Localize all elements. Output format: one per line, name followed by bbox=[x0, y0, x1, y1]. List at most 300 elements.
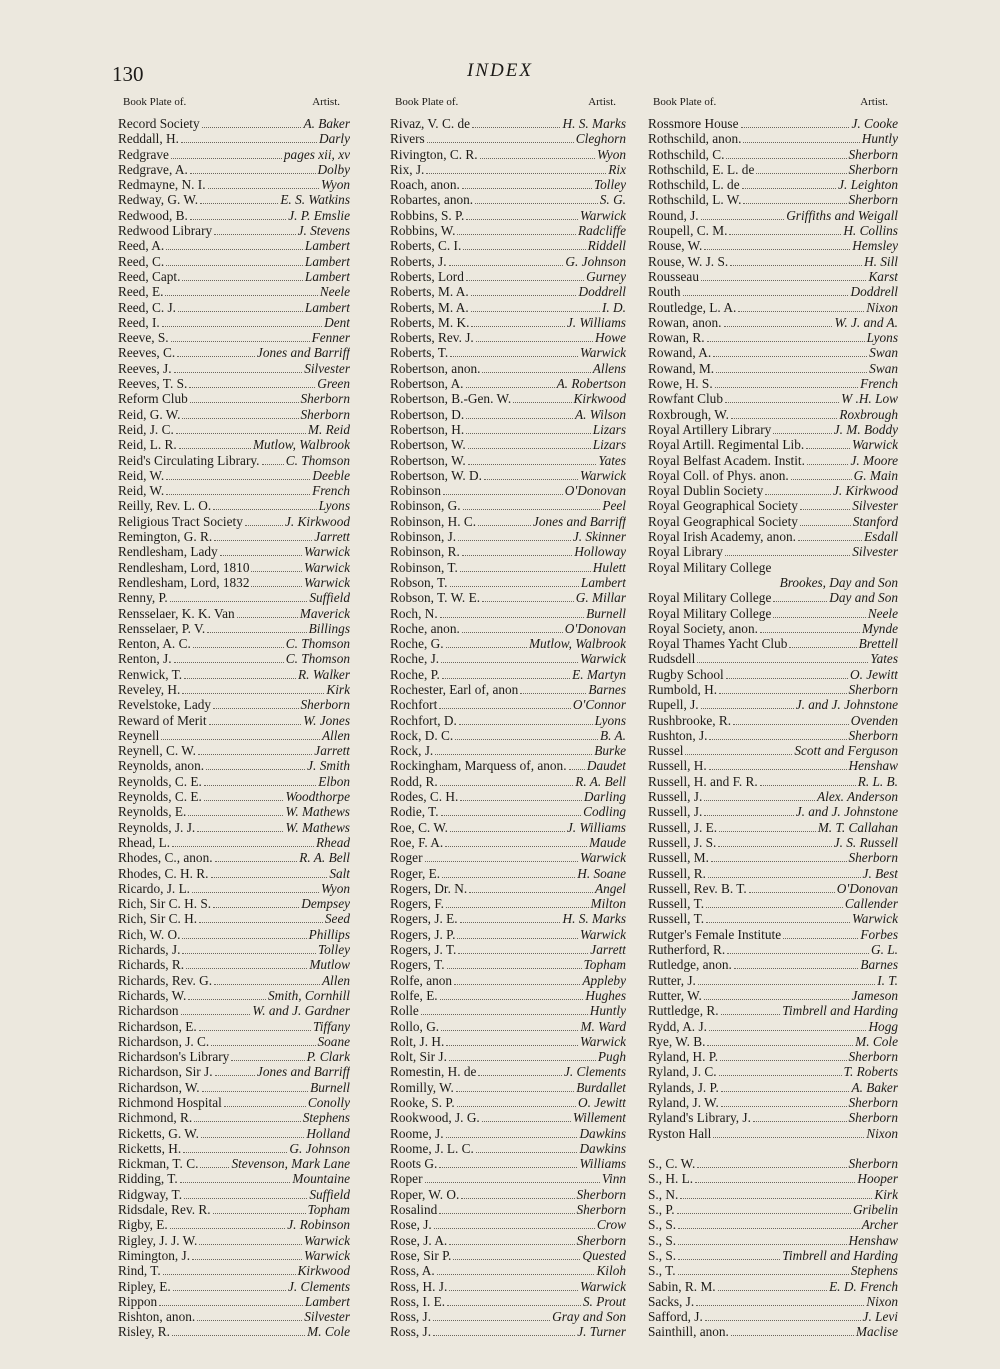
index-entry bbox=[390, 1171, 626, 1186]
index-entry bbox=[390, 957, 626, 972]
entry-plate-name: Reid's Circulating Library. bbox=[118, 452, 260, 468]
index-entry bbox=[648, 437, 898, 452]
index-entry bbox=[390, 1202, 626, 1217]
entry-plate-name: Rhead, L. bbox=[118, 834, 171, 850]
index-entry bbox=[118, 361, 350, 376]
dot-leader bbox=[442, 678, 570, 679]
entry-plate-name: Rookwood, J. G. bbox=[390, 1110, 480, 1126]
index-entry bbox=[390, 1064, 626, 1079]
index-entry bbox=[118, 743, 350, 758]
entry-artist: M. Reid bbox=[307, 421, 350, 437]
index-entry bbox=[118, 866, 350, 881]
dot-leader bbox=[163, 1274, 296, 1275]
entry-artist: Burnell bbox=[586, 605, 626, 621]
section-spacer bbox=[648, 1141, 898, 1156]
index-entry bbox=[118, 284, 350, 299]
entry-plate-name: Rochfort bbox=[390, 697, 438, 713]
index-entry bbox=[648, 1019, 898, 1034]
index-entry bbox=[390, 269, 626, 284]
dot-leader bbox=[731, 418, 837, 419]
index-entry bbox=[118, 315, 350, 330]
entry-artist: Warwick bbox=[579, 207, 626, 223]
entry-artist: W. J. and A. bbox=[834, 314, 898, 330]
entry-artist: Lambert bbox=[304, 268, 350, 284]
entry-plate-name: Rupell, J. bbox=[648, 697, 699, 713]
index-entry bbox=[648, 498, 898, 513]
entry-artist: S. Prout bbox=[582, 1293, 626, 1309]
index-entry bbox=[648, 988, 898, 1003]
index-entry bbox=[390, 881, 626, 896]
index-entry bbox=[118, 1003, 350, 1018]
entry-plate-name: Robinson, R. bbox=[390, 544, 460, 560]
dot-leader bbox=[459, 724, 593, 725]
dot-leader bbox=[207, 632, 306, 633]
entry-artist: Sherborn bbox=[848, 161, 898, 177]
entry-plate-name: Reward of Merit bbox=[118, 712, 207, 728]
dot-leader bbox=[738, 311, 864, 312]
dot-leader bbox=[190, 402, 299, 403]
entry-plate-name: Ruttledge, R. bbox=[648, 1003, 719, 1019]
dot-leader bbox=[434, 1228, 595, 1229]
dot-leader bbox=[425, 861, 578, 862]
dot-leader bbox=[184, 1198, 307, 1199]
dot-leader bbox=[182, 280, 303, 281]
dot-leader bbox=[166, 494, 310, 495]
dot-leader bbox=[201, 1137, 305, 1138]
dot-leader bbox=[482, 601, 574, 602]
dot-leader bbox=[457, 234, 576, 235]
entry-plate-name: Rolfe, anon bbox=[390, 972, 453, 988]
dot-leader bbox=[718, 846, 831, 847]
index-entry bbox=[118, 1110, 350, 1125]
entry-plate-name: Ricketts, H. bbox=[118, 1140, 182, 1156]
dot-leader bbox=[460, 571, 591, 572]
entry-artist: G. Johnson bbox=[565, 253, 626, 269]
index-entry bbox=[648, 1248, 898, 1263]
entry-plate-name: Rigby, E. bbox=[118, 1217, 168, 1233]
dot-leader bbox=[197, 831, 283, 832]
index-entry bbox=[390, 850, 626, 865]
index-entry bbox=[648, 942, 898, 957]
dot-leader bbox=[482, 1121, 571, 1122]
index-column-2 bbox=[390, 96, 626, 1340]
entry-plate-name: Rodes, C. H. bbox=[390, 789, 459, 805]
entry-artist: Karst bbox=[868, 268, 898, 284]
index-entry bbox=[648, 238, 898, 253]
dot-leader bbox=[789, 647, 856, 648]
entry-artist: Lyons bbox=[318, 498, 350, 514]
entry-artist: Quested bbox=[582, 1247, 626, 1263]
index-entry bbox=[118, 651, 350, 666]
index-entry bbox=[390, 1049, 626, 1064]
index-entry bbox=[648, 391, 898, 406]
index-entry bbox=[648, 606, 898, 621]
entry-artist: Howe bbox=[594, 330, 626, 346]
dot-leader bbox=[197, 1320, 302, 1321]
dot-leader bbox=[706, 922, 850, 923]
dot-leader bbox=[180, 1182, 291, 1183]
entry-plate-name: Ridsdale, Rev. R. bbox=[118, 1202, 211, 1218]
entry-plate-name: Reynolds, C. E. bbox=[118, 789, 202, 805]
entry-artist: P. Clark bbox=[306, 1049, 350, 1065]
entry-artist: J. Williams bbox=[566, 314, 626, 330]
dot-leader bbox=[433, 1335, 575, 1336]
entry-plate-name: Ricketts, G. W. bbox=[118, 1125, 199, 1141]
entry-plate-name: Rowan, anon. bbox=[648, 314, 722, 330]
index-entry bbox=[118, 1080, 350, 1095]
dot-leader bbox=[476, 341, 593, 342]
entry-artist: Warwick bbox=[579, 467, 626, 483]
entry-artist: Lambert bbox=[580, 574, 626, 590]
index-entry bbox=[118, 1171, 350, 1186]
dot-leader bbox=[701, 280, 866, 281]
entry-plate-name: Ross, A. bbox=[390, 1263, 435, 1279]
entry-artist: O'Donovan bbox=[564, 620, 626, 636]
index-entry bbox=[118, 957, 350, 972]
entry-artist: Sherborn bbox=[848, 1156, 898, 1172]
dot-leader bbox=[421, 1014, 588, 1015]
dot-leader bbox=[165, 295, 317, 296]
entry-plate-name: Russel bbox=[648, 743, 684, 759]
dot-leader bbox=[725, 555, 850, 556]
dot-leader bbox=[741, 127, 850, 128]
entry-artist: J. Skinner bbox=[572, 529, 626, 545]
dot-leader bbox=[733, 724, 849, 725]
entry-artist: Hooper bbox=[857, 1171, 898, 1187]
entry-plate-name: Reveley, H. bbox=[118, 681, 181, 697]
dot-leader bbox=[188, 999, 266, 1000]
entry-artist: Silvester bbox=[304, 1309, 350, 1325]
entry-plate-name: Russell, T. bbox=[648, 911, 705, 927]
dot-leader bbox=[457, 1106, 576, 1107]
entry-artist: Lambert bbox=[304, 1293, 350, 1309]
index-entry bbox=[118, 131, 350, 146]
index-entry bbox=[390, 973, 626, 988]
index-entry bbox=[390, 208, 626, 223]
index-entry bbox=[390, 1095, 626, 1110]
entry-plate-name: Roberts, M. A. bbox=[390, 299, 469, 315]
column-header-plate: Book Plate of. bbox=[123, 96, 187, 108]
entry-plate-name: Redmayne, N. I. bbox=[118, 177, 206, 193]
entry-artist: Darly bbox=[318, 131, 350, 147]
dot-leader bbox=[709, 1030, 866, 1031]
dot-leader bbox=[685, 754, 792, 755]
entry-artist: Huntly bbox=[589, 1003, 626, 1019]
index-entry bbox=[390, 866, 626, 881]
dot-leader bbox=[462, 632, 563, 633]
entry-plate-name: S., S. bbox=[648, 1217, 677, 1233]
index-entry bbox=[648, 254, 898, 269]
index-entry bbox=[648, 896, 898, 911]
index-entry bbox=[118, 529, 350, 544]
dot-leader bbox=[678, 1244, 846, 1245]
index-entry bbox=[118, 636, 350, 651]
index-entry bbox=[390, 560, 626, 575]
entry-artist: Barnes bbox=[860, 957, 898, 973]
index-entry bbox=[118, 208, 350, 223]
entry-plate-name: Reid, W. bbox=[118, 467, 165, 483]
dot-leader bbox=[716, 372, 867, 373]
dot-leader bbox=[173, 1290, 286, 1291]
dot-leader bbox=[440, 785, 574, 786]
entry-artist: Deeble bbox=[312, 467, 350, 483]
entry-plate-name: Robinson, J. bbox=[390, 529, 457, 545]
entry-artist: W. Mathews bbox=[285, 819, 350, 835]
dot-leader bbox=[179, 448, 251, 449]
index-entry bbox=[118, 774, 350, 789]
entry-plate-name: Roots G. bbox=[390, 1156, 438, 1172]
dot-leader bbox=[708, 877, 861, 878]
entry-plate-name: Roberts, M. K. bbox=[390, 314, 470, 330]
entry-artist: Yates bbox=[870, 651, 898, 667]
dot-leader bbox=[756, 173, 846, 174]
entry-plate-name: Reynolds, C. E. bbox=[118, 773, 202, 789]
dot-leader bbox=[186, 968, 307, 969]
dot-leader bbox=[443, 494, 563, 495]
entry-artist: O'Donovan bbox=[564, 483, 626, 499]
index-entry bbox=[390, 942, 626, 957]
dot-leader bbox=[513, 402, 571, 403]
index-entry bbox=[390, 437, 626, 452]
entry-artist: Brettell bbox=[858, 636, 898, 652]
index-entry bbox=[118, 1279, 350, 1294]
entry-plate-name: Reynell, C. W. bbox=[118, 743, 196, 759]
entry-plate-name: Russell, M. bbox=[648, 850, 709, 866]
entry-artist: French bbox=[312, 483, 350, 499]
dot-leader bbox=[697, 1167, 846, 1168]
entry-plate-name: Royal Geographical Society bbox=[648, 498, 798, 514]
index-entry bbox=[648, 1202, 898, 1217]
entry-plate-name: Sainthill, anon. bbox=[648, 1324, 729, 1340]
entry-plate-name: Robertson, D. bbox=[390, 406, 465, 422]
index-entry bbox=[118, 1126, 350, 1141]
entry-artist: Henshaw bbox=[848, 758, 898, 774]
entry-plate-name: Rogers, Dr. N. bbox=[390, 880, 468, 896]
column-entries bbox=[648, 116, 898, 1340]
entry-artist: Doddrell bbox=[578, 284, 626, 300]
entry-artist: W. Jones bbox=[303, 712, 350, 728]
entry-plate-name: Rutherford, R. bbox=[648, 942, 726, 958]
index-entry bbox=[118, 728, 350, 743]
index-entry bbox=[118, 407, 350, 422]
dot-leader bbox=[701, 219, 785, 220]
index-entry bbox=[390, 606, 626, 621]
index-entry bbox=[648, 973, 898, 988]
index-entry bbox=[648, 208, 898, 223]
entry-plate-name: Rich, Sir C. H. S. bbox=[118, 896, 212, 912]
entry-artist: Silvester bbox=[852, 544, 898, 560]
dot-leader bbox=[437, 1274, 595, 1275]
index-entry bbox=[390, 1034, 626, 1049]
entry-plate-name: Robertson, A. bbox=[390, 376, 464, 392]
index-entry bbox=[648, 728, 898, 743]
index-entry bbox=[390, 254, 626, 269]
index-entry bbox=[118, 116, 350, 131]
dot-leader bbox=[188, 815, 283, 816]
dot-leader bbox=[178, 311, 303, 312]
dot-leader bbox=[215, 861, 298, 862]
index-entry bbox=[648, 1095, 898, 1110]
entry-artist: H. Soane bbox=[577, 865, 626, 881]
index-entry bbox=[390, 774, 626, 789]
entry-plate-name: Remington, G. R. bbox=[118, 529, 213, 545]
entry-plate-name: Reform Club bbox=[118, 391, 188, 407]
entry-artist: Henshaw bbox=[848, 1232, 898, 1248]
column-header bbox=[648, 96, 898, 116]
entry-artist: O. Jewitt bbox=[849, 666, 898, 682]
entry-artist: Sherborn bbox=[300, 391, 350, 407]
dot-leader bbox=[215, 1075, 255, 1076]
dot-leader bbox=[719, 1075, 842, 1076]
dot-leader bbox=[469, 892, 593, 893]
entry-plate-name: Reid, L. R. bbox=[118, 437, 177, 453]
entry-artist: Burdallet bbox=[576, 1079, 626, 1095]
index-entry bbox=[648, 1156, 898, 1171]
entry-plate-name: Rimington, J. bbox=[118, 1247, 191, 1263]
index-entry bbox=[390, 300, 626, 315]
index-entry bbox=[118, 1248, 350, 1263]
entry-plate-name: Rogers, F. bbox=[390, 896, 444, 912]
entry-artist: Burnell bbox=[310, 1079, 350, 1095]
entry-plate-name: Routledge, L. A. bbox=[648, 299, 737, 315]
entry-plate-name: Rolfe, E. bbox=[390, 987, 438, 1003]
entry-plate-name: Ryland's Library, J. bbox=[648, 1110, 751, 1126]
index-entry bbox=[118, 269, 350, 284]
entry-plate-name: Robson, T. W. E. bbox=[390, 590, 481, 606]
column-header-artist: Artist. bbox=[312, 96, 340, 108]
entry-plate-name: Roberts, M. A. bbox=[390, 284, 469, 300]
entry-plate-name: Reid, W. bbox=[118, 483, 165, 499]
entry-plate-name: S., T. bbox=[648, 1263, 676, 1279]
dot-leader bbox=[450, 586, 579, 587]
entry-artist: Sherborn bbox=[576, 1202, 626, 1218]
dot-leader bbox=[520, 693, 586, 694]
entry-artist: Holland bbox=[306, 1125, 350, 1141]
dot-leader bbox=[742, 188, 837, 189]
index-entry bbox=[648, 881, 898, 896]
entry-artist: Mutlow, Walbrook bbox=[528, 636, 626, 652]
entry-artist: Warwick bbox=[303, 559, 350, 575]
entry-artist: J. S. Russell bbox=[833, 834, 898, 850]
index-entry bbox=[390, 590, 626, 605]
entry-artist: Kirk bbox=[874, 1186, 898, 1202]
entry-artist: Seed bbox=[324, 911, 350, 927]
entry-artist: Huntly bbox=[861, 131, 898, 147]
dot-leader bbox=[458, 953, 588, 954]
entry-artist: G. L. bbox=[871, 942, 898, 958]
entry-plate-name: Rutter, W. bbox=[648, 987, 702, 1003]
index-entry bbox=[118, 514, 350, 529]
entry-artist: French bbox=[860, 376, 898, 392]
dot-leader bbox=[446, 907, 589, 908]
index-entry bbox=[390, 1248, 626, 1263]
dot-leader bbox=[719, 831, 816, 832]
index-entry bbox=[648, 345, 898, 360]
dot-leader bbox=[449, 1244, 574, 1245]
index-entry bbox=[390, 223, 626, 238]
entry-artist: Sherborn bbox=[848, 192, 898, 208]
entry-plate-name: Russell, H. bbox=[648, 758, 707, 774]
dot-leader bbox=[209, 724, 302, 725]
index-entry bbox=[118, 1217, 350, 1232]
entry-plate-name: Ryland, J. W. bbox=[648, 1095, 719, 1110]
index-entry bbox=[648, 300, 898, 315]
entry-artist: B. A. bbox=[600, 727, 626, 743]
entry-plate-name: Russell, J. bbox=[648, 804, 703, 820]
index-entry bbox=[648, 636, 898, 651]
dot-leader bbox=[697, 662, 868, 663]
dot-leader bbox=[193, 647, 284, 648]
entry-plate-name: Royal Coll. of Phys. anon. bbox=[648, 467, 789, 483]
index-entry bbox=[390, 1279, 626, 1294]
index-entry bbox=[390, 1110, 626, 1125]
index-entry bbox=[648, 1187, 898, 1202]
entry-plate-name: Rolt, J. H. bbox=[390, 1033, 445, 1049]
index-entry bbox=[390, 911, 626, 926]
entry-plate-name: Reeves, T. S. bbox=[118, 376, 188, 392]
entry-plate-name: Royal Artill. Regimental Lib. bbox=[648, 437, 805, 453]
entry-artist: Sherborn bbox=[848, 146, 898, 162]
dot-leader bbox=[730, 265, 862, 266]
index-entry bbox=[648, 697, 898, 712]
entry-plate-name: Roupell, C. M. bbox=[648, 223, 728, 239]
entry-plate-name: Ridding, T. bbox=[118, 1171, 178, 1187]
dot-leader bbox=[704, 800, 815, 801]
entry-artist: Williams bbox=[579, 1156, 626, 1172]
entry-artist: Maclise bbox=[855, 1324, 898, 1340]
index-entry bbox=[390, 713, 626, 728]
entry-artist: Sherborn bbox=[848, 1095, 898, 1110]
entry-plate-name: Robbins, S. P. bbox=[390, 207, 465, 223]
entry-plate-name: Roche, P. bbox=[390, 666, 440, 682]
entry-artist: Jarrett bbox=[590, 942, 626, 958]
entry-plate-name: Reynolds, J. J. bbox=[118, 819, 196, 835]
entry-artist: Sherborn bbox=[848, 1110, 898, 1126]
entry-artist: Timbrell and Harding bbox=[782, 1003, 898, 1019]
entry-plate-name: Royal Library bbox=[648, 544, 723, 560]
entry-plate-name: Rutledge, anon. bbox=[648, 957, 732, 973]
entry-plate-name: Rhodes, C. H. R. bbox=[118, 865, 209, 881]
entry-plate-name: Ridgway, T. bbox=[118, 1186, 183, 1202]
dot-leader bbox=[204, 785, 316, 786]
entry-plate-name: Ross, J. bbox=[390, 1324, 432, 1340]
entry-plate-name: Rigley, J. J. W. bbox=[118, 1232, 198, 1248]
entry-artist: Cleghorn bbox=[575, 131, 626, 147]
index-entry bbox=[118, 789, 350, 804]
entry-plate-name: Rochfort, D. bbox=[390, 712, 457, 728]
index-entry bbox=[118, 453, 350, 468]
index-entry bbox=[648, 330, 898, 345]
entry-artist: J. Stevens bbox=[297, 223, 350, 239]
entry-artist: G. Main bbox=[853, 467, 898, 483]
entry-artist: Sherborn bbox=[848, 727, 898, 743]
dot-leader bbox=[460, 800, 582, 801]
entry-plate-name: Roach, anon. bbox=[390, 177, 460, 193]
index-entry bbox=[648, 1126, 898, 1141]
entry-plate-name: Rensselaer, K. K. Van bbox=[118, 605, 235, 621]
index-entry bbox=[648, 223, 898, 238]
entry-artist: Lizars bbox=[592, 437, 626, 453]
entry-plate-name: Rishton, anon. bbox=[118, 1309, 196, 1325]
index-entry bbox=[118, 437, 350, 452]
entry-artist: Dolby bbox=[317, 161, 350, 177]
dot-leader bbox=[198, 754, 312, 755]
entry-artist: Gray and Son bbox=[552, 1309, 626, 1325]
entry-artist: J. Kirkwood bbox=[832, 483, 898, 499]
index-entry bbox=[118, 820, 350, 835]
entry-artist: Warwick bbox=[303, 574, 350, 590]
entry-plate-name: Rydd, A. J. bbox=[648, 1018, 707, 1034]
